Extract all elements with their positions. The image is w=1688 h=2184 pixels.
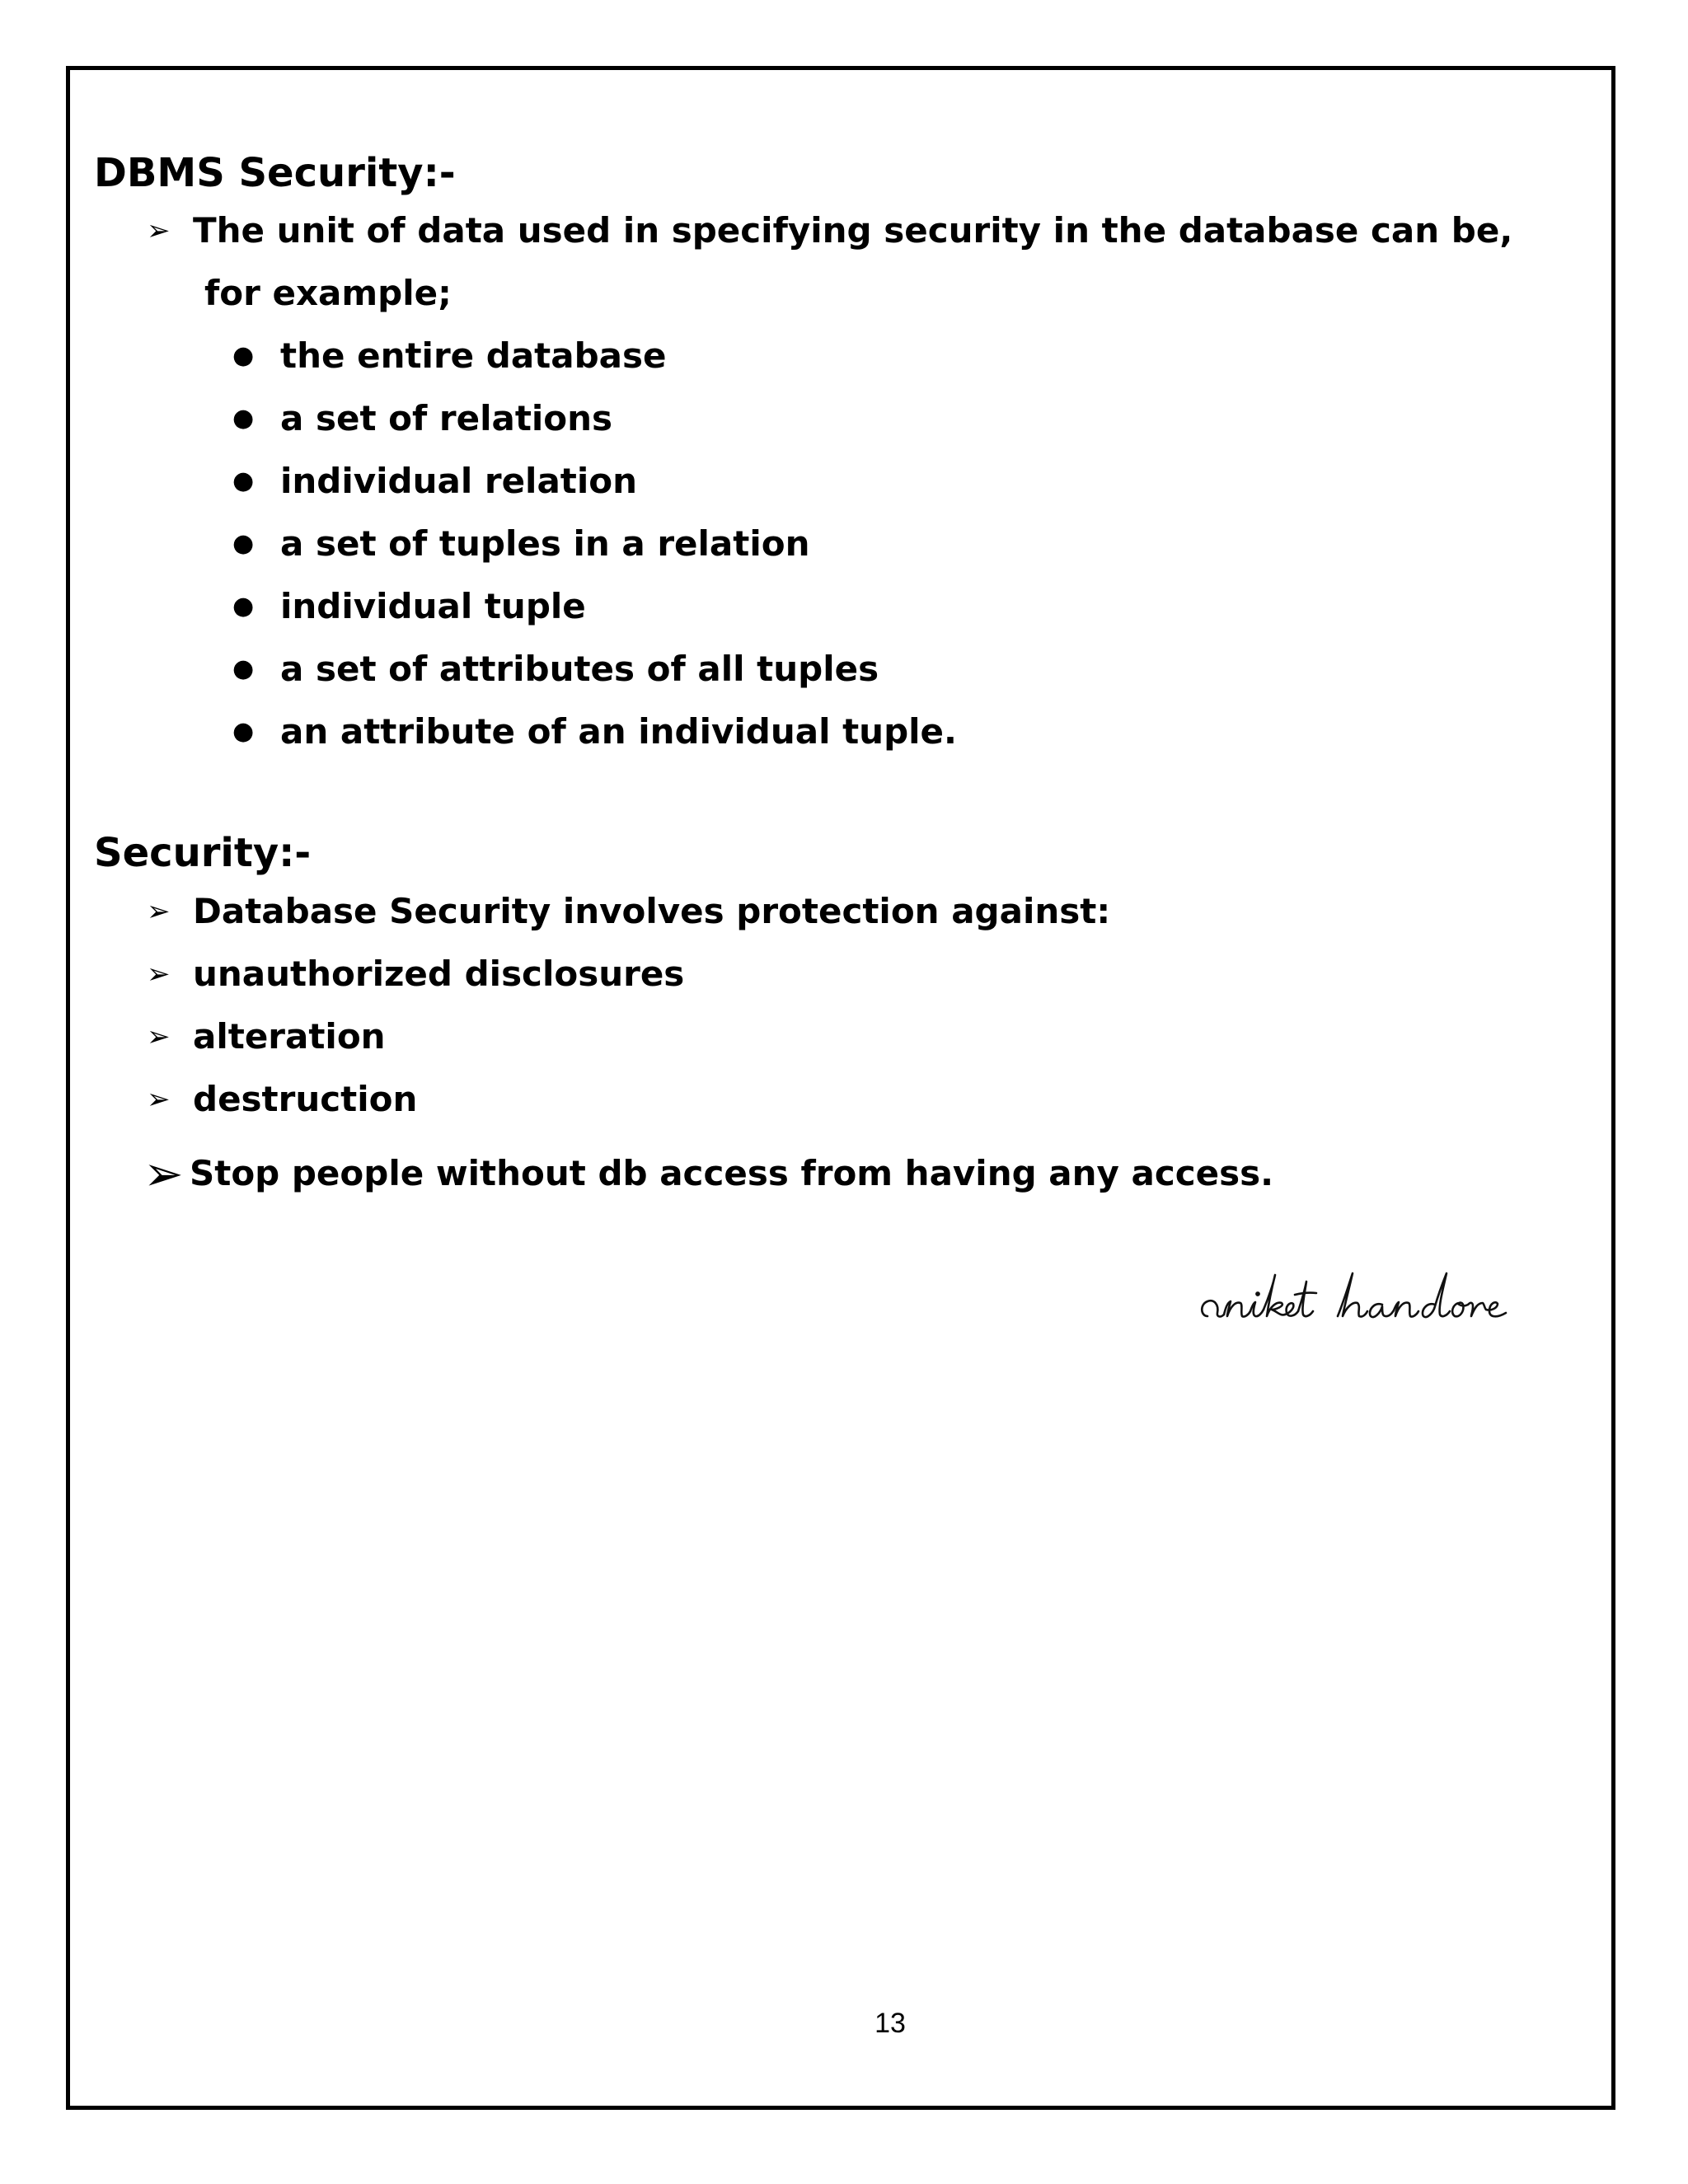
- list-item-label: individual tuple: [280, 586, 586, 626]
- list-item: [232, 396, 612, 442]
- list-item: [232, 333, 666, 379]
- list-item: [147, 1014, 386, 1060]
- arrow-bullet-icon: ➢: [147, 1020, 171, 1053]
- intro-item: [147, 208, 1512, 254]
- list-item-label: Database Security involves protection against:: [193, 891, 1111, 931]
- list-item-label: a set of relations: [280, 398, 613, 438]
- dot-bullet-icon: ●: [232, 466, 255, 495]
- dot-bullet-icon: ●: [232, 654, 255, 683]
- list-item: [147, 888, 1110, 935]
- list-item-label: an attribute of an individual tuple.: [280, 711, 957, 752]
- list-item: [232, 646, 879, 692]
- arrow-bullet-icon: ➢: [147, 1083, 171, 1116]
- dot-bullet-icon: ●: [232, 717, 255, 746]
- dot-bullet-icon: ●: [232, 341, 255, 370]
- dot-bullet-icon: ●: [232, 529, 255, 558]
- signature: [1199, 1265, 1545, 1339]
- list-item-label: destruction: [193, 1079, 418, 1119]
- list-item-label: alteration: [193, 1016, 386, 1057]
- list-item: [143, 1146, 1274, 1202]
- list-item-label: a set of tuples in a relation: [280, 523, 810, 564]
- list-item: [147, 1076, 417, 1122]
- list-item: [232, 521, 810, 567]
- list-item: [232, 583, 586, 630]
- dot-bullet-icon: ●: [232, 592, 255, 621]
- list-item-label: Stop people without db access from having any access.: [190, 1153, 1274, 1193]
- page-number: 13: [874, 2008, 906, 2039]
- list-item: [232, 458, 637, 504]
- dot-bullet-icon: ●: [232, 404, 255, 433]
- arrow-bullet-icon: ➢: [147, 958, 171, 991]
- intro-line-1: The unit of data used in specifying security in the database can be,: [193, 210, 1513, 251]
- section-heading-security: Security:-: [94, 830, 312, 876]
- list-item: [147, 951, 684, 997]
- list-item-label: unauthorized disclosures: [193, 954, 685, 994]
- arrow-bullet-icon: ➢: [147, 214, 171, 247]
- arrow-bullet-icon: ➢: [147, 895, 171, 928]
- intro-line-2: for example;: [204, 273, 452, 313]
- list-item-label: a set of attributes of all tuples: [280, 649, 879, 689]
- arrow-bullet-icon: ➢: [143, 1146, 184, 1202]
- list-item-label: the entire database: [280, 335, 667, 376]
- list-item-label: individual relation: [280, 461, 638, 501]
- section-heading-dbms-security: DBMS Security:-: [94, 150, 456, 196]
- list-item: [232, 709, 957, 755]
